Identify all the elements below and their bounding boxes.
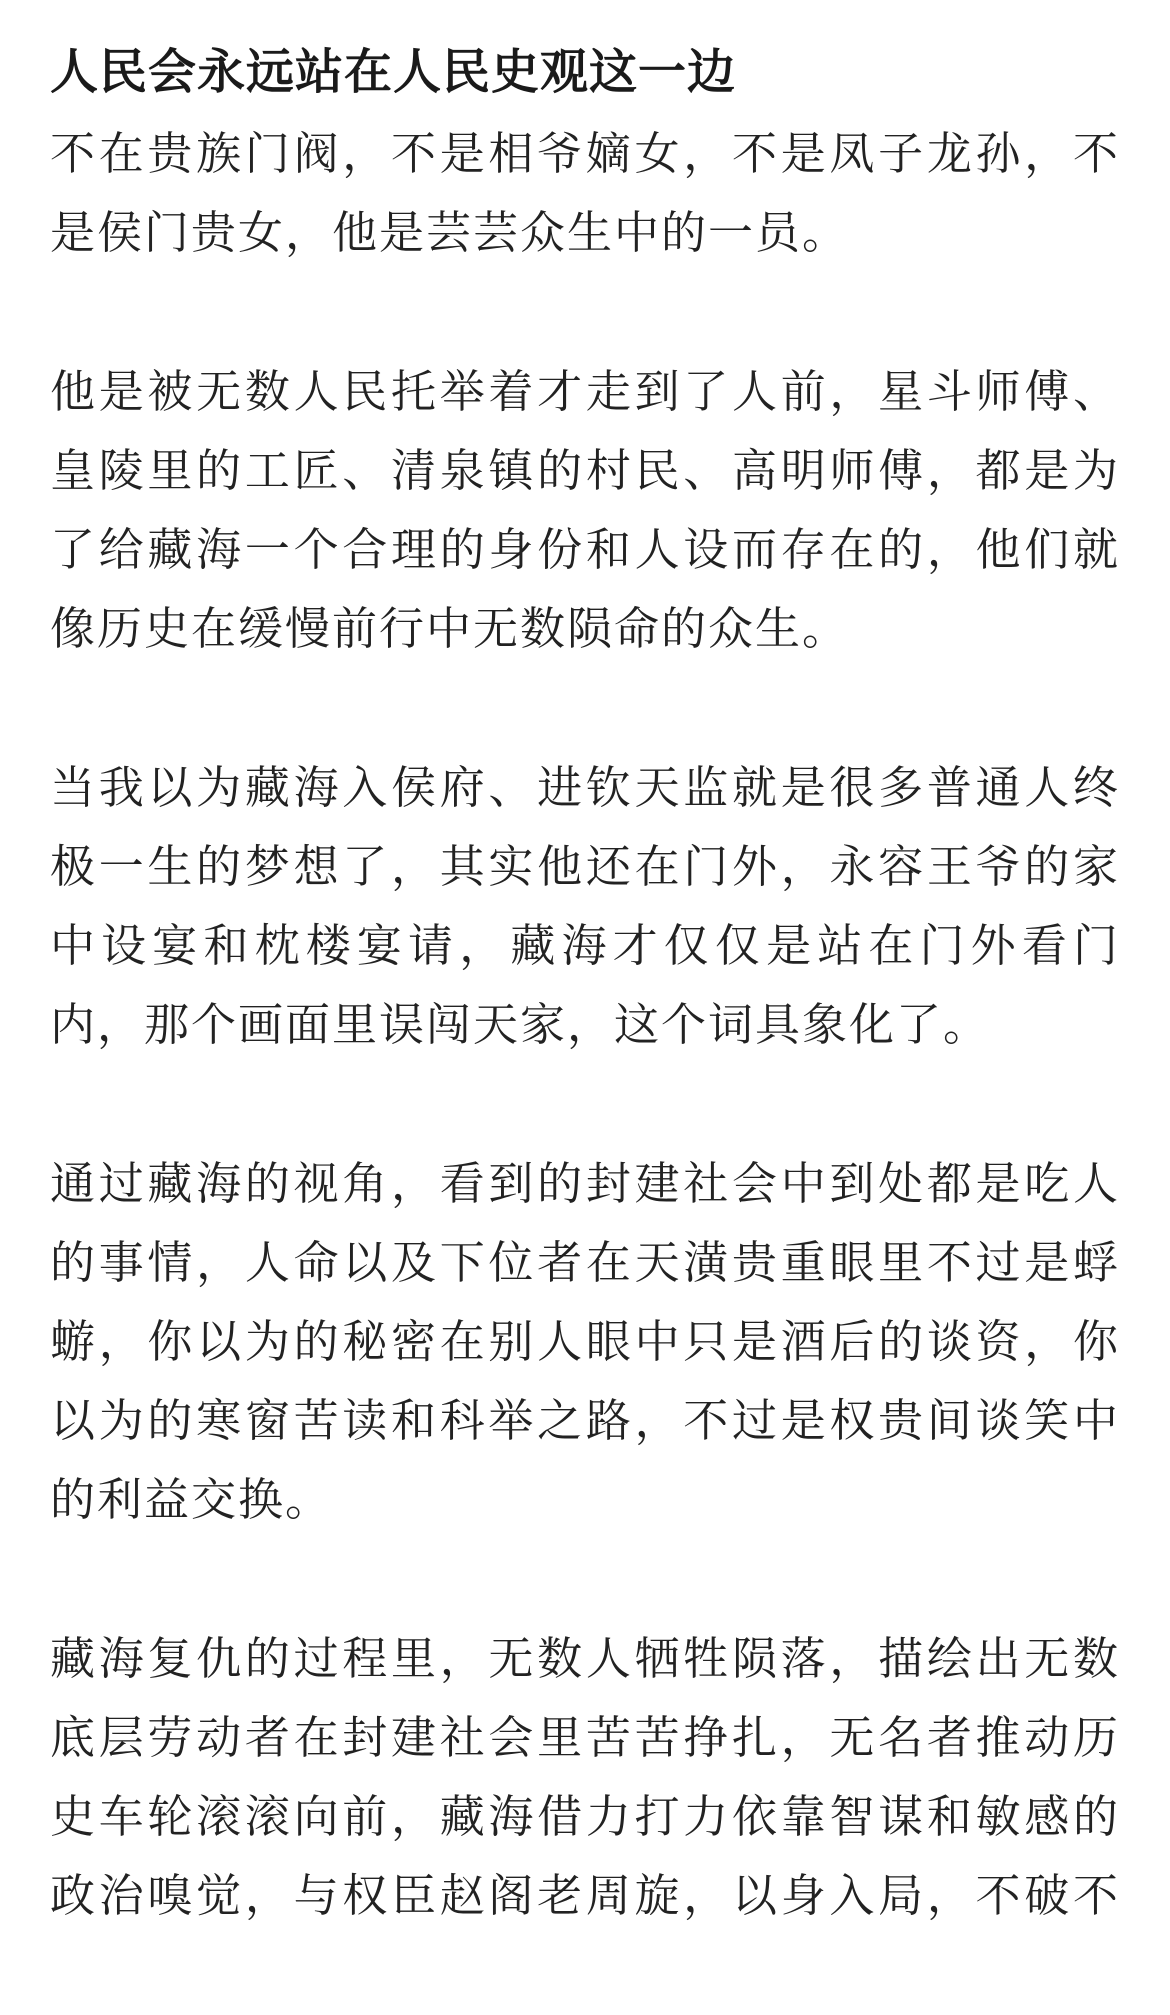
- text-line: 的利益交换。: [50, 1473, 333, 1526]
- text-line: 以为的寒窗苦读和科举之路，不过是权贵间谈笑中: [50, 1394, 1120, 1447]
- text-line: 政治嗅觉，与权臣赵阁老周旋，以身入局，不破不: [50, 1869, 1120, 1922]
- article: [50, 34, 1120, 2015]
- text-line: 史车轮滚滚向前，藏海借力打力依靠智谋和敏感的: [50, 1790, 1120, 1843]
- text-line: 藏海复仇的过程里，无数人牺牲陨落，描绘出无数: [50, 1632, 1120, 1685]
- paragraph-5: [50, 1619, 1120, 1935]
- text-line: 的事情，人命以及下位者在天潢贵重眼里不过是蜉: [50, 1236, 1120, 1289]
- text-line: 蝣，你以为的秘密在别人眼中只是酒后的谈资，你: [50, 1315, 1120, 1368]
- paragraph-2: [50, 352, 1120, 668]
- text-line: 不在贵族门阀，不是相爷嫡女，不是凤子龙孙，不: [50, 127, 1120, 180]
- paragraph-1: [50, 114, 1120, 272]
- text-line: 像历史在缓慢前行中无数陨命的众生。: [50, 602, 850, 655]
- text-line: 皇陵里的工匠、清泉镇的村民、高明师傅，都是为: [50, 444, 1120, 497]
- paragraph-3: [50, 748, 1120, 1064]
- text-line: 当我以为藏海入侯府、进钦天监就是很多普通人终: [50, 761, 1120, 814]
- article-title: 人民会永远站在人民史观这一边: [50, 44, 737, 100]
- text-line: 内，那个画面里误闯天家，这个词具象化了。: [50, 998, 991, 1051]
- text-line: 中设宴和枕楼宴请，藏海才仅仅是站在门外看门: [50, 919, 1120, 972]
- text-line: 极一生的梦想了，其实他还在门外，永容王爷的家: [50, 840, 1120, 893]
- text-line: 他是被无数人民托举着才走到了人前，星斗师傅、: [50, 365, 1120, 418]
- paragraph-4: [50, 1144, 1120, 1539]
- text-line: 是侯门贵女，他是芸芸众生中的一员。: [50, 206, 850, 259]
- text-line: 底层劳动者在封建社会里苦苦挣扎，无名者推动历: [50, 1711, 1120, 1764]
- text-line: 通过藏海的视角，看到的封建社会中到处都是吃人: [50, 1157, 1120, 1210]
- text-line: 了给藏海一个合理的身份和人设而存在的，他们就: [50, 523, 1120, 576]
